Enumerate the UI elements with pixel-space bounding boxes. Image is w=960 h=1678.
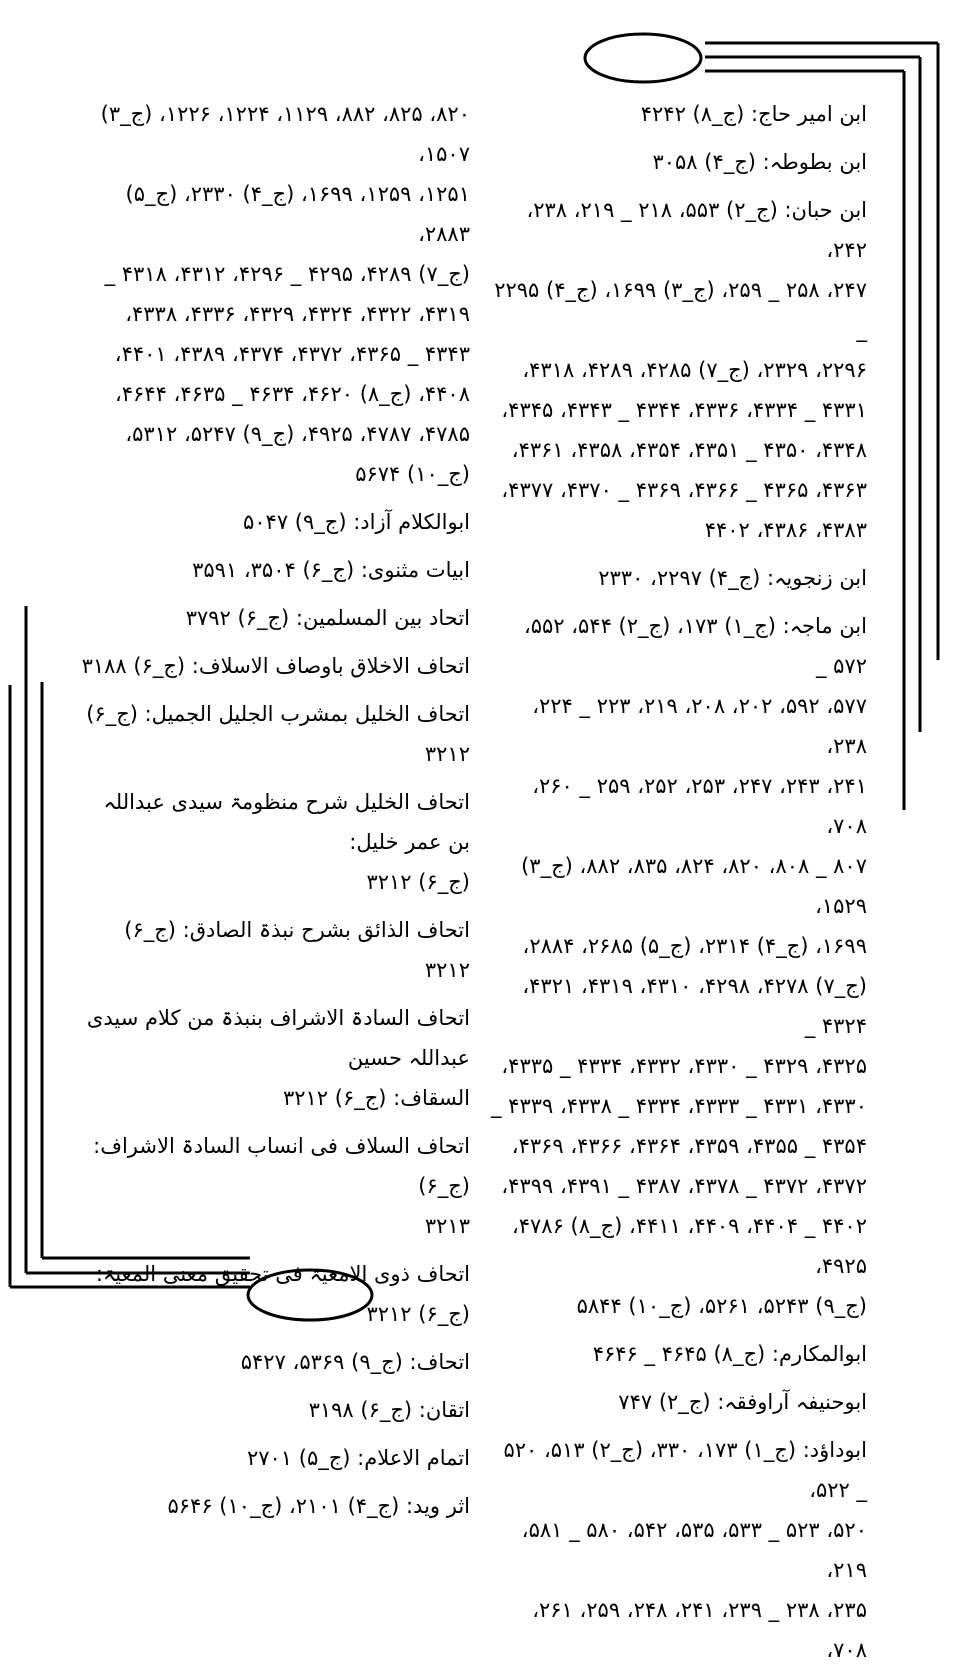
index-entry-line: السقاف: (ج_۶) ۳۲۱۲ xyxy=(282,1086,470,1110)
index-entry-line: ۸۲۰، ۸۲۵، ۸۸۲، ۱۱۲۹، ۱۲۲۴، ۱۲۲۶، (ج_۳) ۱۵۰۷، xyxy=(100,102,470,166)
index-entry-line: اتحاف الخلیل بمشرب الجلیل الجمیل: (ج_۶) ۳۲۱۲ xyxy=(86,702,470,766)
index-entry-line: ۴۳۴۳ _ ۴۳۶۵، ۴۳۷۲، ۴۳۷۴، ۴۳۸۹، ۴۴۰۱، xyxy=(114,342,470,366)
index-entry-line: ۴۷۸۵، ۴۷۸۷، ۴۹۲۵، (ج_۹) ۵۲۴۷، ۵۳۱۲، xyxy=(125,422,470,446)
index-entry xyxy=(80,1486,470,1526)
index-entry-line: ۴۳۳۱ _ ۴۳۳۴، ۴۳۳۶، ۴۳۴۴ _ ۴۳۴۳، ۴۳۴۵، xyxy=(501,398,867,422)
index-entry xyxy=(80,694,470,774)
index-entry xyxy=(80,646,470,686)
index-entry-line: (ج_۱۰) ۵۶۷۴ xyxy=(355,462,470,486)
index-entry-line: ۴۳۶۳، ۴۳۶۵ _ ۴۳۶۶، ۴۳۶۹ _ ۴۳۷۰، ۴۳۷۷، xyxy=(501,478,867,502)
index-column-left xyxy=(80,94,470,1534)
index-entry-line: ۴۳۲۵، ۴۳۲۹ _ ۴۳۳۰، ۴۳۳۲، ۴۳۳۴ _ ۴۳۳۵، xyxy=(501,1054,867,1078)
index-entry xyxy=(80,550,470,590)
index-entry-line: اتحاف الاخلاق باوصاف الاسلاف: (ج_۶) ۳۱۸۸ xyxy=(81,654,470,678)
index-entry-line: اتحاف ذوی الامعیۃ فی تحقیق معنی المعیۃ: (ج_۶) ۳۲۱۲ xyxy=(95,1262,470,1326)
index-entry-line: ابن زنجویہ: (ج_۴) ۲۲۹۷، ۲۳۳۰ xyxy=(598,566,867,590)
index-entry-line: (ج_۷) ۴۲۸۹، ۴۲۹۵ _ ۴۲۹۶، ۴۳۱۲، ۴۳۱۸ _ xyxy=(104,262,470,286)
index-entry-line: ۴۳۸۳، ۴۳۸۶، ۴۴۰۲ xyxy=(704,518,867,542)
index-entry-line: ۸۰۷ _ ۸۰۸، ۸۲۰، ۸۲۴، ۸۳۵، ۸۸۲، (ج_۳) ۱۵۲۹، xyxy=(521,854,867,918)
index-entry-line: (ج_۷) ۴۲۷۸، ۴۲۹۸، ۴۳۱۰، ۴۳۱۹، ۴۳۲۱، ۴۳۲۴ _ xyxy=(522,974,867,1038)
index-entry xyxy=(80,502,470,542)
index-entry xyxy=(487,190,867,550)
index-entry xyxy=(487,1382,867,1422)
index-entry-line: ۴۳۴۸، ۴۳۵۰ _ ۴۳۵۱، ۴۳۵۴، ۴۳۵۸، ۴۳۶۱، xyxy=(511,438,867,462)
index-entry xyxy=(80,1390,470,1430)
index-entry xyxy=(487,94,867,134)
index-entry-line: ابوالمکارم: (ج_۸) ۴۶۴۵ _ ۴۶۴۶ xyxy=(592,1342,867,1366)
index-entry-line: ۲۴۷، ۲۵۸ _ ۲۵۹، (ج_۳) ۱۶۹۹، (ج_۴) ۲۲۹۵ _ xyxy=(494,278,867,342)
index-entry-line: اتمام الاعلام: (ج_۵) ۲۷۰۱ xyxy=(246,1446,470,1470)
index-entry-line: اتقان: (ج_۶) ۳۱۹۸ xyxy=(308,1398,470,1422)
index-entry-line: ۵۷۷، ۵۹۲، ۲۰۲، ۲۰۸، ۲۱۹، ۲۲۳ _ ۲۲۴، ۲۳۸، xyxy=(532,694,867,758)
index-entry xyxy=(487,606,867,1326)
index-entry-line: (ج_۹) ۵۲۴۳، ۵۲۶۱، (ج_۱۰) ۵۸۴۴ xyxy=(576,1294,867,1318)
frame-top-oval xyxy=(585,34,701,82)
index-entry-line: ۳۲۱۳ xyxy=(424,1214,470,1238)
index-entry-line: ابوحنیفہ آراوفقہ: (ج_۲) ۷۴۷ xyxy=(618,1390,867,1414)
index-entry xyxy=(80,1342,470,1382)
index-entry-line: ۲۲۹۶، ۲۳۲۹، (ج_۷) ۴۲۸۵، ۴۲۸۹، ۴۳۱۸، xyxy=(522,358,867,382)
index-entry-line: اتحاف السادۃ الاشراف بنبذۃ من کلام سیدی عبداللہ حسین xyxy=(86,1006,470,1070)
index-entry-line: ۴۴۰۲ _ ۴۴۰۴، ۴۴۰۹، ۴۴۱۱، (ج_۸) ۴۷۸۶، ۴۹۲۵، xyxy=(511,1214,867,1278)
index-entry-line: ۴۳۱۹، ۴۳۲۲، ۴۳۲۴، ۴۳۲۹، ۴۳۳۶، ۴۳۳۸، xyxy=(125,302,470,326)
index-entry-line: اتحاف الخلیل شرح منظومۃ سیدی عبداللہ بن عمر خلیل: xyxy=(103,790,470,854)
index-entry-line: اتحاف الذائق بشرح نبذۃ الصادق: (ج_۶) ۳۲۱۲ xyxy=(124,918,470,982)
index-entry xyxy=(487,1334,867,1374)
index-entry-line: ۴۴۰۸، (ج_۸) ۴۶۲۰، ۴۶۳۴ _ ۴۶۳۵، ۴۶۴۴، xyxy=(114,382,470,406)
index-entry xyxy=(80,1254,470,1334)
index-entry xyxy=(80,910,470,990)
index-entry-line: ابن امیر حاج: (ج_۸) ۴۲۴۲ xyxy=(640,102,867,126)
index-entry xyxy=(80,1438,470,1478)
index-entry-line: (ج_۶) ۳۲۱۲ xyxy=(366,870,470,894)
index-entry-line: ۲۴۱، ۲۴۳، ۲۴۷، ۲۵۳، ۲۵۲، ۲۵۹ _ ۲۶۰، ۷۰۸، xyxy=(532,774,867,838)
index-entry-line: ۱۶۹۹، (ج_۴) ۲۳۱۴، (ج_۵) ۲۶۸۵، ۲۸۸۴، xyxy=(522,934,867,958)
index-entry xyxy=(80,94,470,494)
index-entry-line: ابوالکلام آزاد: (ج_۹) ۵۰۴۷ xyxy=(242,510,470,534)
index-entry-line: اتحاف السلاف فی انساب السادۃ الاشراف: (ج_۶) xyxy=(93,1134,470,1198)
index-entry xyxy=(80,598,470,638)
index-entry-line: ۴۳۳۰، ۴۳۳۱ _ ۴۳۳۳، ۴۳۳۴ _ ۴۳۳۸، ۴۳۳۹ _ xyxy=(490,1094,867,1118)
index-entry-line: ابیات مثنوی: (ج_۶) ۳۵۰۴، ۳۵۹۱ xyxy=(192,558,470,582)
index-entry xyxy=(80,1126,470,1246)
index-entry-line: ابن حبان: (ج_۲) ۵۵۳، ۲۱۸ _ ۲۱۹، ۲۳۸، ۲۴۲، xyxy=(526,198,867,262)
index-entry-line: ۵۲۰، ۵۲۳ _ ۵۳۳، ۵۳۵، ۵۴۲، ۵۸۰ _ ۵۸۱، ۲۱۹، xyxy=(521,1518,867,1582)
index-entry xyxy=(80,998,470,1118)
index-entry-line: ابن بطوطہ: (ج_۴) ۳۰۵۸ xyxy=(652,150,867,174)
index-entry xyxy=(487,142,867,182)
index-entry xyxy=(80,782,470,902)
index-entry-line: ۴۳۷۲، ۴۳۷۲ _ ۴۳۷۸، ۴۳۸۷ _ ۴۳۹۱، ۴۳۹۹، xyxy=(501,1174,867,1198)
index-entry-line: اتحاف: (ج_۹) ۵۳۶۹، ۵۴۲۷ xyxy=(240,1350,470,1374)
index-entry-line: ابن ماجہ: (ج_۱) ۱۷۳، (ج_۲) ۵۴۴، ۵۵۲، ۵۷۲ _ xyxy=(523,614,867,678)
index-entry-line: اتحاد بین المسلمین: (ج_۶) ۳۷۹۲ xyxy=(185,606,470,630)
index-entry-line: ۲۳۵، ۲۳۸ _ ۲۳۹، ۲۴۱، ۲۴۸، ۲۵۹، ۲۶۱، ۷۰۸، xyxy=(532,1598,867,1662)
index-column-right xyxy=(487,94,867,1678)
index-entry-line: ۱۲۵۱، ۱۲۵۹، ۱۶۹۹، (ج_۴) ۲۳۳۰، (ج_۵) ۲۸۸۳، xyxy=(125,182,470,246)
index-entry-line: ۴۳۵۴ _ ۴۳۵۵، ۴۳۵۹، ۴۳۶۴، ۴۳۶۶، ۴۳۶۹، xyxy=(511,1134,867,1158)
index-entry-line: اثر وید: (ج_۴) ۲۱۰۱، (ج_۱۰) ۵۶۴۶ xyxy=(167,1494,470,1518)
index-entry xyxy=(487,1430,867,1670)
index-entry-line: ابوداؤد: (ج_۱) ۱۷۳، ۳۳۰، (ج_۲) ۵۱۳، ۵۲۰ _ ۵۲۲، xyxy=(503,1438,867,1502)
index-entry xyxy=(487,558,867,598)
